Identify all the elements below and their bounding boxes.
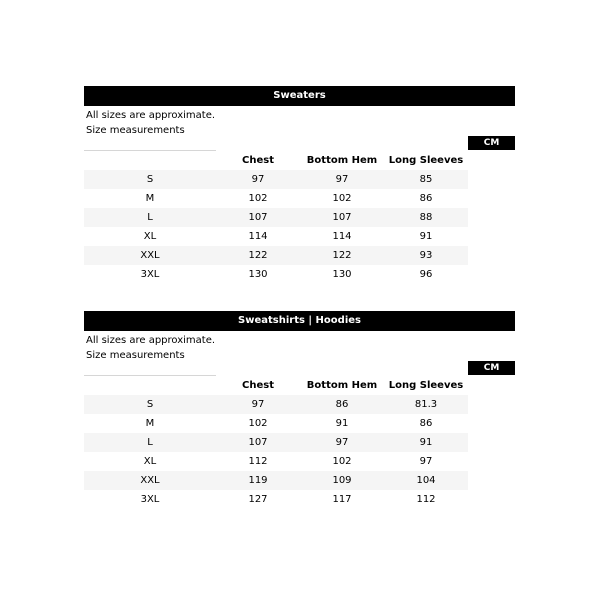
- table-row: [84, 395, 468, 414]
- section-title: Sweatshirts | Hoodies: [84, 311, 515, 331]
- cell-chest: 127: [248, 494, 268, 505]
- section-title: Sweaters: [84, 86, 515, 106]
- cell-long-sleeves: 85: [384, 170, 468, 189]
- table-row: [84, 246, 468, 265]
- cell-size: M: [145, 418, 155, 429]
- cell-size: L: [84, 433, 216, 452]
- approx-note: All sizes are approximate.: [86, 335, 216, 346]
- cell-size: XXL: [84, 471, 216, 490]
- size-table: [84, 151, 468, 284]
- table-row: [84, 189, 468, 208]
- cell-chest: 102: [248, 418, 268, 429]
- size-chart-sweatshirts-hoodies: [84, 311, 515, 505]
- cell-bottom-hem: 130: [332, 269, 352, 280]
- table-row: [84, 471, 468, 490]
- cell-long-sleeves: 86: [419, 193, 433, 204]
- cell-chest: 102: [248, 193, 268, 204]
- cell-size: XXL: [84, 246, 216, 265]
- cell-chest: 107: [216, 208, 300, 227]
- cell-long-sleeves: 93: [384, 246, 468, 265]
- measurements-label: Size measurements: [86, 350, 185, 361]
- header-size: [84, 376, 216, 395]
- cell-chest: 97: [216, 170, 300, 189]
- cell-bottom-hem: 122: [300, 246, 384, 265]
- table-row: [84, 170, 468, 189]
- cell-chest: 97: [216, 395, 300, 414]
- table-row: [84, 452, 468, 471]
- header-long-sleeves: Long Sleeves: [388, 155, 464, 166]
- cell-size: 3XL: [140, 494, 160, 505]
- table-row: [84, 414, 468, 433]
- cell-size: XL: [143, 231, 157, 242]
- cell-bottom-hem: 102: [332, 456, 352, 467]
- cell-size: 3XL: [140, 269, 160, 280]
- cell-bottom-hem: 117: [332, 494, 352, 505]
- cell-bottom-hem: 97: [300, 433, 384, 452]
- header-size: [84, 151, 216, 170]
- cell-long-sleeves: 96: [419, 269, 433, 280]
- cell-long-sleeves: 86: [419, 418, 433, 429]
- cell-bottom-hem: 114: [332, 231, 352, 242]
- table-header-row: [84, 151, 468, 170]
- unit-badge: CM: [468, 136, 515, 150]
- cell-chest: 122: [216, 246, 300, 265]
- cell-chest: 112: [248, 456, 268, 467]
- cell-bottom-hem: 102: [332, 193, 352, 204]
- table-row: [84, 227, 468, 246]
- cell-chest: 130: [248, 269, 268, 280]
- cell-bottom-hem: 91: [335, 418, 349, 429]
- approx-note: All sizes are approximate.: [86, 110, 216, 121]
- size-chart-sweaters: [84, 86, 515, 280]
- cell-long-sleeves: 112: [416, 494, 436, 505]
- cell-bottom-hem: 86: [300, 395, 384, 414]
- cell-size: M: [145, 193, 155, 204]
- table-row: [84, 433, 468, 452]
- table-header-row: [84, 376, 468, 395]
- unit-badge: CM: [468, 361, 515, 375]
- header-chest: Chest: [242, 155, 274, 166]
- cell-long-sleeves: 104: [384, 471, 468, 490]
- cell-long-sleeves: 81.3: [384, 395, 468, 414]
- size-table: [84, 376, 468, 509]
- cell-chest: 107: [216, 433, 300, 452]
- cell-size: S: [84, 170, 216, 189]
- cell-bottom-hem: 109: [300, 471, 384, 490]
- header-long-sleeves: Long Sleeves: [388, 380, 464, 391]
- cell-chest: 114: [248, 231, 268, 242]
- header-bottom-hem: Bottom Hem: [306, 155, 378, 166]
- cell-long-sleeves: 91: [384, 433, 468, 452]
- cell-size: XL: [143, 456, 157, 467]
- cell-bottom-hem: 97: [300, 170, 384, 189]
- cell-bottom-hem: 107: [300, 208, 384, 227]
- cell-size: L: [84, 208, 216, 227]
- cell-long-sleeves: 88: [384, 208, 468, 227]
- header-bottom-hem: Bottom Hem: [306, 380, 378, 391]
- measurements-label: Size measurements: [86, 125, 185, 136]
- cell-chest: 119: [216, 471, 300, 490]
- table-row: [84, 490, 468, 509]
- table-row: [84, 208, 468, 227]
- cell-long-sleeves: 97: [419, 456, 433, 467]
- header-chest: Chest: [242, 380, 274, 391]
- cell-long-sleeves: 91: [419, 231, 433, 242]
- cell-size: S: [84, 395, 216, 414]
- table-row: [84, 265, 468, 284]
